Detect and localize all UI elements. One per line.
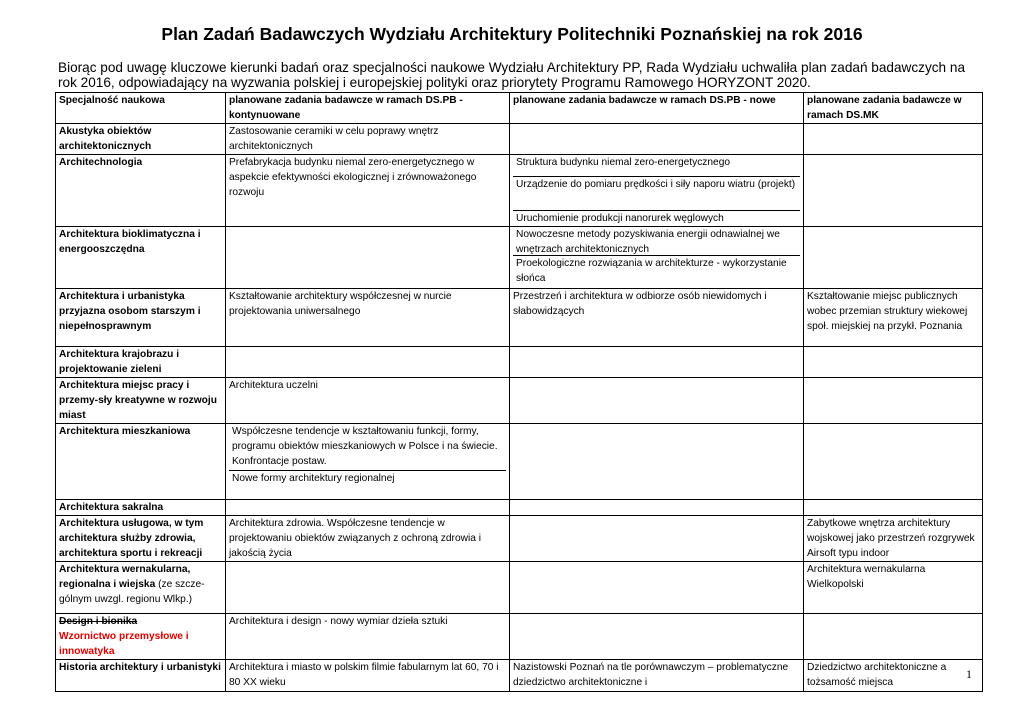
task-entry: Przestrzeń i architektura w odbiorze osób niewidomych i słabowidzących bbox=[513, 291, 767, 317]
table-row bbox=[56, 660, 983, 692]
header-ds-pb-new: planowane zadania badawcze w ramach DS.PB - nowe bbox=[510, 93, 804, 124]
specialty-cell bbox=[56, 378, 226, 424]
task-entry: Urządzenie do pomiaru prędkości i siły naporu wiatru (projekt) bbox=[513, 177, 800, 211]
task-cell-ds-mk bbox=[804, 378, 983, 424]
specialty-cell bbox=[56, 660, 226, 692]
table-row bbox=[56, 562, 983, 614]
task-cell-ds-pb-new bbox=[510, 347, 804, 378]
task-entry: Architektura uczelni bbox=[229, 380, 318, 391]
task-entry: Prefabrykacja budynku niemal zero-energetycznego w aspekcie efektywności ekologicznej i zrównoważonego rozwoju bbox=[229, 157, 477, 198]
specialty-new-name: Wzornictwo przemysłowe i innowatyka bbox=[59, 631, 189, 657]
table-header-row bbox=[56, 93, 983, 124]
task-entry: Dziedzictwo architektoniczne a tożsamość miejsca bbox=[807, 662, 947, 688]
task-cell-ds-pb-continued bbox=[226, 500, 510, 516]
task-entry: Zabytkowe wnętrza architektury wojskowej jako przestrzeń rozgrywek Airsoft typu indoor bbox=[807, 518, 975, 559]
task-cell-ds-pb-new bbox=[510, 614, 804, 660]
page-title: Plan Zadań Badawczych Wydziału Architektury Politechniki Poznańskiej na rok 2016 bbox=[161, 24, 863, 44]
task-cell-ds-pb-continued bbox=[226, 378, 510, 424]
table-row bbox=[56, 347, 983, 378]
specialty-cell bbox=[56, 289, 226, 347]
task-cell-ds-pb-new bbox=[510, 289, 804, 347]
table-row bbox=[56, 424, 983, 500]
specialty-cell bbox=[56, 227, 226, 289]
specialty-note: (ze szcze-gólnym uwzgl. regionu Wlkp.) bbox=[59, 579, 205, 605]
task-cell-ds-pb-new bbox=[510, 660, 804, 692]
task-cell-ds-pb-new bbox=[510, 155, 804, 227]
table-row bbox=[56, 227, 983, 289]
specialty-label: Architektura miejsc pracy i przemy-sły kreatywne w rozwoju miast bbox=[59, 380, 217, 421]
task-cell-ds-pb-continued bbox=[226, 424, 510, 500]
specialty-cell bbox=[56, 155, 226, 227]
task-cell-ds-mk bbox=[804, 500, 983, 516]
task-cell-ds-pb-new bbox=[510, 227, 804, 289]
task-entry: Uruchomienie produkcji nanorurek węglowych bbox=[516, 213, 724, 224]
task-entry: Architektura i design - nowy wymiar dzieła sztuki bbox=[229, 616, 448, 627]
specialty-label: Architektura i urbanistyka przyjazna osobom starszym i niepełnosprawnym bbox=[59, 291, 201, 332]
task-cell-ds-mk bbox=[804, 516, 983, 562]
task-cell-ds-pb-continued bbox=[226, 289, 510, 347]
task-entry: Nowe formy architektury regionalnej bbox=[232, 473, 395, 484]
task-cell-ds-mk bbox=[804, 289, 983, 347]
specialty-label: Architektura wernakularna, regionalna i wiejska bbox=[59, 564, 191, 590]
specialty-cell bbox=[56, 124, 226, 155]
task-cell-ds-pb-new bbox=[510, 378, 804, 424]
header-ds-mk: planowane zadania badawcze w ramach DS.MK bbox=[804, 93, 983, 124]
task-cell-ds-pb-continued bbox=[226, 155, 510, 227]
specialty-cell bbox=[56, 424, 226, 500]
task-cell-ds-mk bbox=[804, 347, 983, 378]
task-cell-ds-pb-continued bbox=[226, 124, 510, 155]
task-cell-ds-pb-new bbox=[510, 516, 804, 562]
task-cell-ds-pb-continued bbox=[226, 660, 510, 692]
table-row bbox=[56, 516, 983, 562]
specialty-label: Architechnologia bbox=[59, 157, 143, 168]
task-entry: Proekologiczne rozwiązania w architekturze - wykorzystanie słońca bbox=[516, 258, 787, 284]
task-cell-ds-mk bbox=[804, 227, 983, 289]
page-number: 1 bbox=[966, 667, 972, 681]
specialty-label: Architektura mieszkaniowa bbox=[59, 426, 191, 437]
specialty-label: Historia architektury i urbanistyki bbox=[59, 662, 221, 673]
task-cell-ds-mk bbox=[804, 660, 983, 692]
task-cell-ds-mk bbox=[804, 424, 983, 500]
task-cell-ds-pb-continued bbox=[226, 516, 510, 562]
specialty-cell bbox=[56, 347, 226, 378]
task-cell-ds-mk bbox=[804, 562, 983, 614]
table-row bbox=[56, 155, 983, 227]
task-cell-ds-mk bbox=[804, 124, 983, 155]
specialty-cell bbox=[56, 516, 226, 562]
task-cell-ds-pb-new bbox=[510, 124, 804, 155]
specialty-label: Design i bionika bbox=[59, 616, 138, 627]
table-row bbox=[56, 500, 983, 516]
specialty-label: Architektura usługowa, w tym architektura służby zdrowia, architektura sportu i rekreacji bbox=[59, 518, 204, 559]
task-cell-ds-pb-continued bbox=[226, 614, 510, 660]
task-entry: Architektura i miasto w polskim filmie fabularnym lat 60, 70 i 80 XX wieku bbox=[229, 662, 499, 688]
specialty-cell bbox=[56, 562, 226, 614]
table-row bbox=[56, 124, 983, 155]
header-ds-pb-continued: planowane zadania badawcze w ramach DS.PB - kontynuowane bbox=[226, 93, 510, 124]
task-cell-ds-pb-continued bbox=[226, 347, 510, 378]
table-row bbox=[56, 614, 983, 660]
table-row bbox=[56, 289, 983, 347]
specialty-label: Akustyka obiektów architektonicznych bbox=[59, 126, 152, 152]
task-entry: Struktura budynku niemal zero-energetycznego bbox=[513, 155, 800, 177]
task-entry: Kształtowanie miejsc publicznych wobec przemian struktury wiekowej społ. miejskiej na przykł. Poznania bbox=[807, 291, 968, 332]
specialty-cell bbox=[56, 614, 226, 660]
header-specialty: Specjalność naukowa bbox=[56, 93, 226, 124]
task-cell-ds-pb-new bbox=[510, 562, 804, 614]
task-entry: Zastosowanie ceramiki w celu poprawy wnętrz architektonicznych bbox=[229, 126, 439, 152]
task-cell-ds-mk bbox=[804, 614, 983, 660]
task-entry: Współczesne tendencje w kształtowaniu funkcji, formy, programu obiektów mieszkaniowych w Polsce i na świecie. Konfrontacje postaw. bbox=[229, 424, 506, 471]
task-entry: Kształtowanie architektury współczesnej w nurcie projektowania uniwersalnego bbox=[229, 291, 452, 317]
task-entry: Architektura wernakularna Wielkopolski bbox=[807, 564, 926, 590]
table-row bbox=[56, 378, 983, 424]
task-cell-ds-mk bbox=[804, 155, 983, 227]
specialty-label: Architektura bioklimatyczna i energooszczędna bbox=[59, 229, 201, 255]
task-cell-ds-pb-new bbox=[510, 500, 804, 516]
task-cell-ds-pb-new bbox=[510, 424, 804, 500]
task-entry: Architektura zdrowia. Współczesne tendencje w projektowaniu obiektów związanych z ochroną zdrowia i jakością życia bbox=[229, 518, 481, 559]
task-cell-ds-pb-continued bbox=[226, 227, 510, 289]
intro-paragraph: Biorąc pod uwagę kluczowe kierunki badań oraz specjalności naukowe Wydziału Architektury PP, Rada Wydziału uchwaliła plan zadań badawczych na rok 2016, odpowiadający na wyzwania polskiej i europejskiej polityki oraz priorytety Programu Ramowego HORYZONT 2020. bbox=[58, 60, 966, 90]
research-plan-table bbox=[55, 92, 983, 692]
specialty-label: Architektura krajobrazu i projektowanie zieleni bbox=[59, 349, 180, 375]
task-entry: Nowoczesne metody pozyskiwania energii odnawialnej we wnętrzach architektonicznych bbox=[513, 227, 800, 256]
specialty-cell bbox=[56, 500, 226, 516]
specialty-label: Architektura sakralna bbox=[59, 502, 164, 513]
task-cell-ds-pb-continued bbox=[226, 562, 510, 614]
task-entry: Nazistowski Poznań na tle porównawczym – problematyczne dziedzictwo architektoniczne i bbox=[513, 662, 789, 688]
